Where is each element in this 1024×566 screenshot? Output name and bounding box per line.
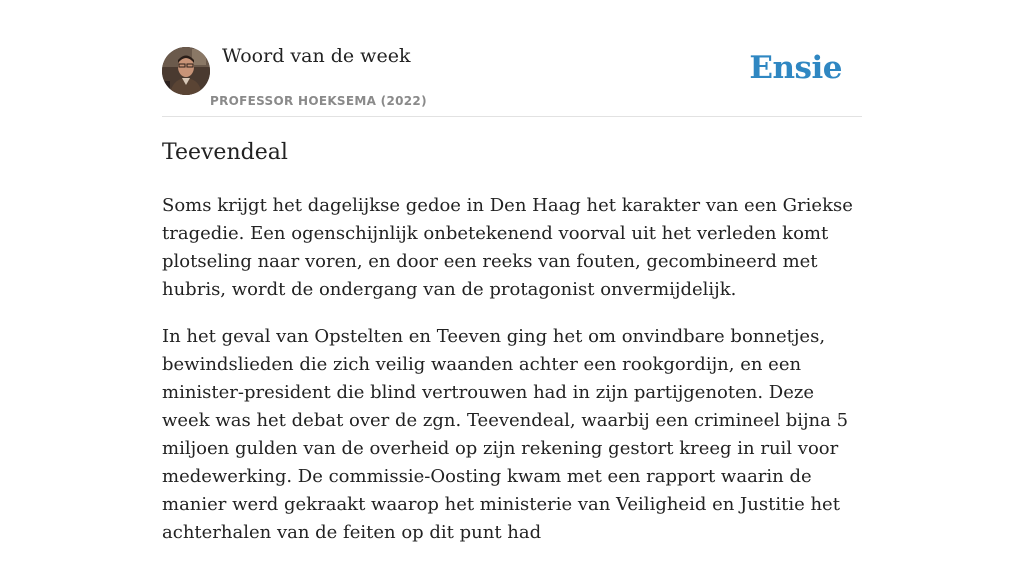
article-header <box>162 0 862 117</box>
article-paragraph: In het geval van Opstelten en Teeven ging het om onvindbare bonnetjes, bewindslieden die zich veilig waanden achter een rookgordijn, en een minister-president die blind vertrouwen had in zijn partijgenoten. Deze week was het debat over de zgn. Teevendeal, waarbij een crimineel bijna 5 miljoen gulden van de overheid op zijn rekening gestort kreeg in ruil voor medewerking. De commissie-Oosting kwam met een rapport waarin de manier werd gekraakt waarop het ministerie van Veiligheid en Justitie het achterhalen van de feiten op dit punt had <box>162 326 849 543</box>
avatar[interactable] <box>162 47 210 95</box>
article-title: Teevendeal <box>162 140 288 165</box>
article-container <box>162 0 862 543</box>
brand-logo[interactable]: Ensie <box>749 50 842 86</box>
author-name[interactable]: PROFESSOR HOEKSEMA (2022) <box>210 94 427 108</box>
article-body <box>162 192 862 566</box>
article-paragraph: Soms krijgt het dagelijkse gedoe in Den Haag het karakter van een Griekse tragedie. Een ogenschijnlijk onbetekenend voorval uit het verleden komt plotseling naar voren, en door een reeks van fouten, gecombineerd met hubris, wordt de ondergang van de protagonist onvermijdelijk. <box>162 195 853 300</box>
collection-title[interactable]: Woord van de week <box>222 45 411 67</box>
author-photo-icon <box>162 47 210 95</box>
